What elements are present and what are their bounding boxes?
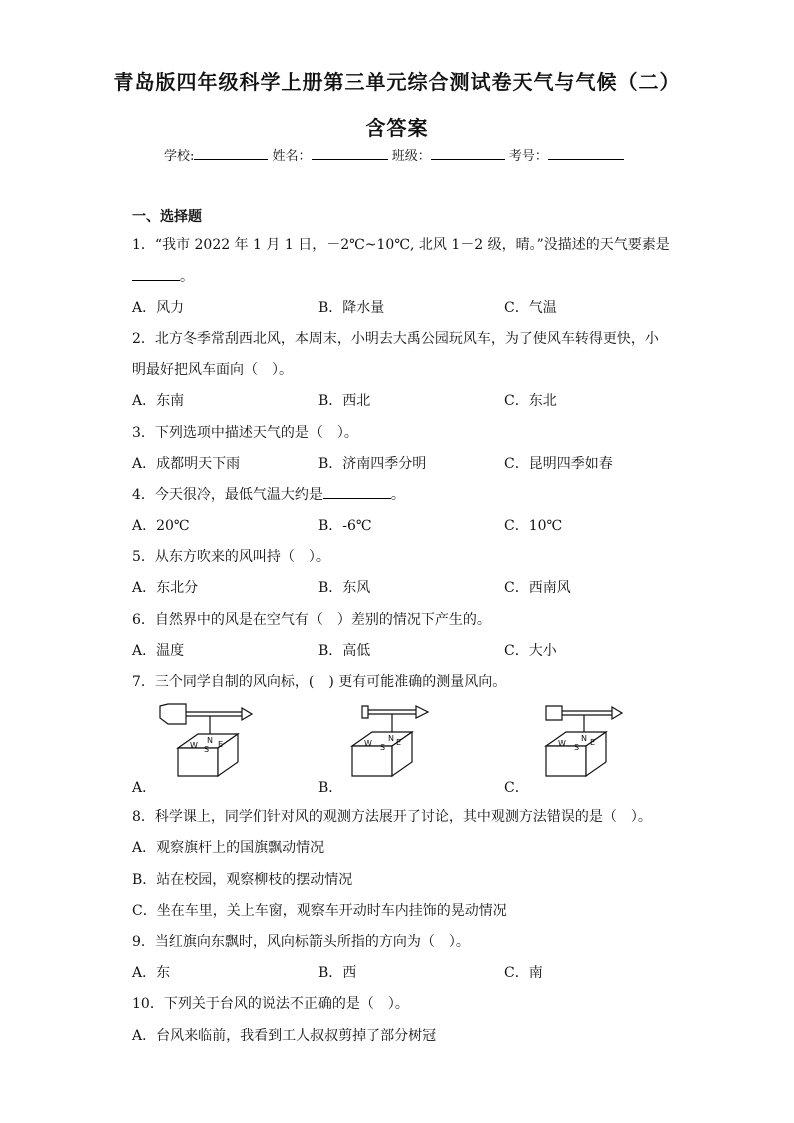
question-7: 7．三个同学自制的风向标，( ) 更有可能准确的测量风向。 xyxy=(132,674,507,690)
page-title: 青岛版四年级科学上册第三单元综合测试卷天气与气候（二） xyxy=(113,70,681,94)
question-1-cont: 。 xyxy=(132,266,194,286)
option-10a[interactable]: A．台风来临前，我看到工人叔叔剪掉了部分树冠 xyxy=(132,1028,437,1044)
option-6b[interactable]: B．高低 xyxy=(318,643,371,659)
answer-blank[interactable] xyxy=(323,486,391,499)
compass-n: N xyxy=(581,734,587,743)
number-blank[interactable] xyxy=(548,147,624,160)
class-label: 班级： xyxy=(391,149,431,164)
option-8b[interactable]: B．站在校园，观察柳枝的摆动情况 xyxy=(132,872,353,888)
section-heading: 一、选择题 xyxy=(132,209,202,225)
option-6a[interactable]: A．温度 xyxy=(132,643,185,659)
question-2-cont: 明最好把风车面向（ ）。 xyxy=(132,362,293,378)
page-subtitle: 含答案 xyxy=(365,116,429,140)
class-blank[interactable] xyxy=(431,147,505,160)
option-4a[interactable]: A．20℃ xyxy=(132,518,190,534)
option-4c[interactable]: C．10℃ xyxy=(504,518,563,534)
option-7b[interactable]: B． xyxy=(318,780,343,796)
compass-s: S xyxy=(380,743,386,752)
option-1b[interactable]: B．降水量 xyxy=(318,300,385,316)
option-8a[interactable]: A．观察旗杆上的国旗飘动情况 xyxy=(132,840,325,856)
option-5a[interactable]: A．东北分 xyxy=(132,580,199,596)
question-10: 10．下列关于台风的说法不正确的是（ ）。 xyxy=(132,996,409,1012)
question-1: 1．“我市 2022 年 1 月 1 日，－2℃~10℃, 北风 1－2 级，晴。”没描述的天气要素是 xyxy=(132,237,670,253)
question-9: 9．当红旗向东飘时，风向标箭头所指的方向为（ ）。 xyxy=(132,934,470,950)
option-9c[interactable]: C．南 xyxy=(504,965,543,981)
option-8c[interactable]: C．坐在车里，关上车窗，观察车开动时车内挂饰的晃动情况 xyxy=(132,903,507,919)
number-label: 考号： xyxy=(508,149,548,164)
option-5c[interactable]: C．西南风 xyxy=(504,580,571,596)
option-6c[interactable]: C．大小 xyxy=(504,643,557,659)
compass-s: S xyxy=(204,745,210,754)
compass-s: S xyxy=(574,743,580,752)
wind-vane-c-image xyxy=(534,700,634,782)
option-2c[interactable]: C．东北 xyxy=(504,393,557,409)
question-4: 4．今天很冷，最低气温大约是 。 xyxy=(132,487,405,503)
school-label: 学校: xyxy=(164,149,195,164)
answer-blank[interactable] xyxy=(132,268,180,281)
question-8: 8．科学课上，同学们针对风的观测方法展开了讨论，其中观测方法错误的是（ ）。 xyxy=(132,809,652,825)
option-7c[interactable]: C． xyxy=(504,780,529,796)
question-2: 2．北方冬季常刮西北风，本周末，小明去大禹公园玩风车，为了使风车转得更快，小 xyxy=(132,331,659,347)
question-5: 5．从东方吹来的风叫持（ ）。 xyxy=(132,549,330,565)
option-3c[interactable]: C．昆明四季如春 xyxy=(504,456,613,472)
wind-vane-b-image xyxy=(344,698,444,782)
option-7a[interactable]: A． xyxy=(132,780,157,796)
question-3: 3．下列选项中描述天气的是（ ）。 xyxy=(132,425,358,441)
compass-w: W xyxy=(364,739,372,748)
option-1a[interactable]: A．风力 xyxy=(132,300,185,316)
compass-e: E xyxy=(396,738,402,747)
option-3a[interactable]: A．成都明天下雨 xyxy=(132,456,241,472)
option-3b[interactable]: B．济南四季分明 xyxy=(318,456,427,472)
name-blank[interactable] xyxy=(312,147,388,160)
name-label: 姓名： xyxy=(272,149,312,164)
wind-vane-a-image xyxy=(158,700,258,782)
option-9a[interactable]: A．东 xyxy=(132,965,171,981)
student-info xyxy=(164,145,624,164)
compass-e: E xyxy=(590,738,596,747)
option-5b[interactable]: B．东风 xyxy=(318,580,371,596)
compass-w: W xyxy=(190,741,198,750)
option-9b[interactable]: B．西 xyxy=(318,965,357,981)
compass-w: W xyxy=(558,739,566,748)
school-blank[interactable] xyxy=(194,147,268,160)
question-6: 6．自然界中的风是在空气有（ ）差别的情况下产生的。 xyxy=(132,612,491,628)
option-4b[interactable]: B．-6℃ xyxy=(318,518,372,534)
option-2a[interactable]: A．东南 xyxy=(132,393,185,409)
compass-n: N xyxy=(388,734,394,743)
option-2b[interactable]: B．西北 xyxy=(318,393,371,409)
compass-e: E xyxy=(218,740,224,749)
option-1c[interactable]: C．气温 xyxy=(504,300,557,316)
compass-n: N xyxy=(207,736,213,745)
